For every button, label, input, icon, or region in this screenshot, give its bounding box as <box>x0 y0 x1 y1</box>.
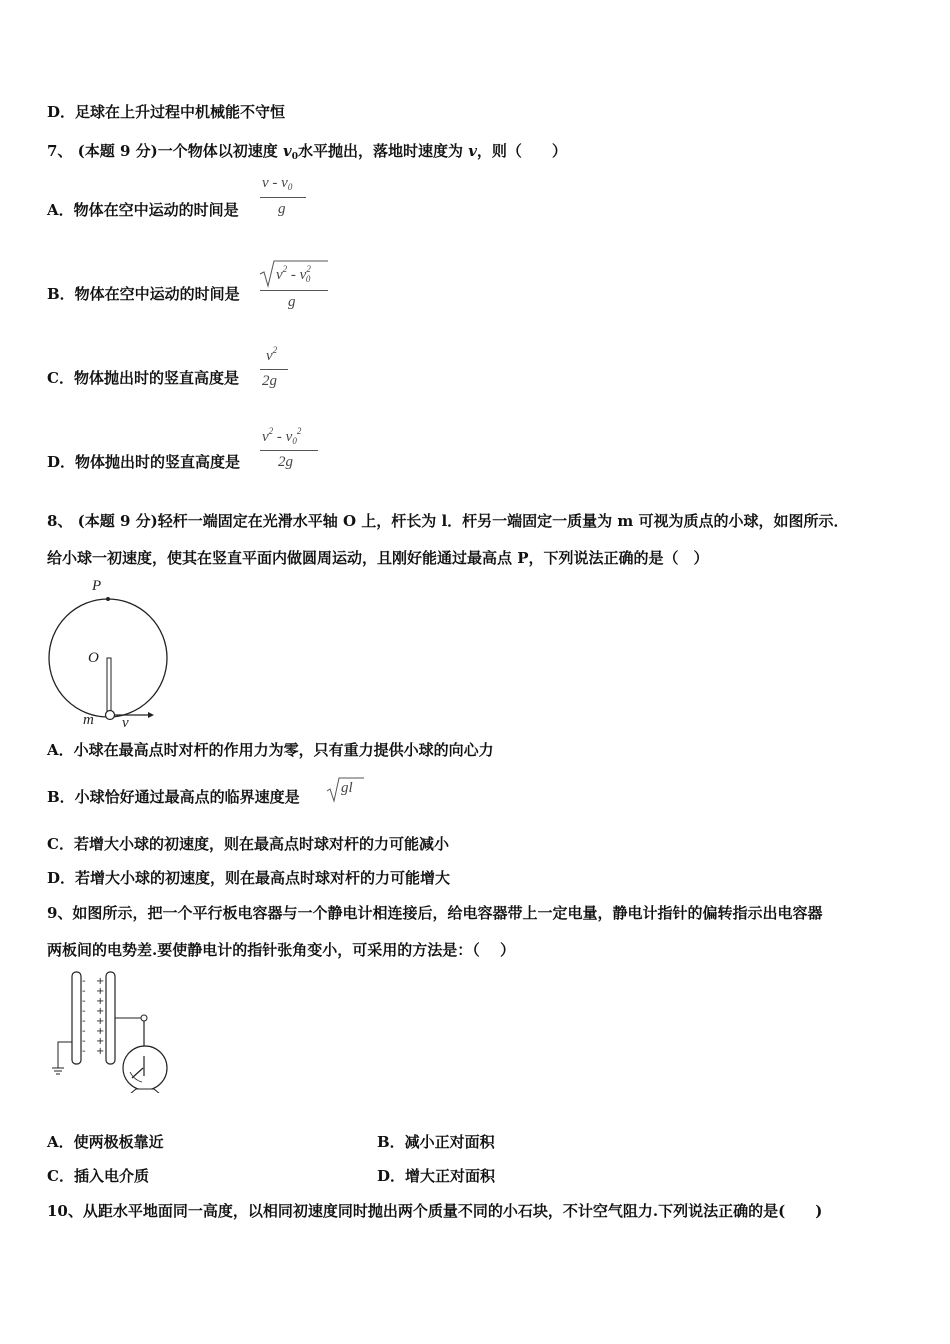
q7-d-sup2: 2 <box>296 426 302 436</box>
q7-option-b: B．物体在空中运动的时间是 <box>47 285 240 303</box>
q7-b-num-sup: 2 <box>282 264 288 274</box>
q7-stem-c: ，则（ ） <box>476 142 567 160</box>
electrometer-base <box>130 1089 160 1093</box>
point-p <box>106 597 110 601</box>
svg-text:+: + <box>96 1036 105 1047</box>
fraction-bar <box>260 290 328 291</box>
q7-c-den: 2g <box>262 373 277 389</box>
svg-text:+: + <box>96 976 105 987</box>
q7-d-num: v <box>262 429 269 445</box>
q7-a-num-sub: 0 <box>287 182 293 192</box>
rod <box>107 658 111 715</box>
q8-stem-line1: 8、 (本题 9 分)轻杆一端固定在光滑水平轴 O 上，杆长为 l．杆另一端固定一质量为 m 可视为质点的小球，如图所示． <box>47 512 849 530</box>
ground-wire <box>58 1042 72 1068</box>
label-p: P <box>92 578 102 594</box>
q7-a-num: v - v <box>262 175 288 191</box>
q9-stem-line2: 两板间的电势差.要使静电计的指针张角变小，可采用的方法是：（ ） <box>47 941 515 959</box>
svg-text:+: + <box>96 1026 105 1037</box>
svg-text:-: - <box>82 1036 86 1047</box>
fraction-bar <box>260 450 318 451</box>
q7-option-c-formula <box>258 343 292 395</box>
svg-text:+: + <box>96 986 105 997</box>
fraction-bar <box>260 369 288 370</box>
q7-a-den: g <box>278 201 286 217</box>
q7-stem-b: 水平抛出，落地时速度为 <box>297 142 469 160</box>
q7-b-sub: 0 <box>305 274 311 284</box>
q7-d-minus: - v <box>273 429 293 445</box>
q8-option-c: C．若增大小球的初速度，则在最高点时球对杆的力可能减小 <box>47 835 449 853</box>
q8-b-expr: gl <box>341 780 353 796</box>
q7-c-num-sup: 2 <box>272 345 278 355</box>
q9-stem-line1: 9、如图所示，把一个平行板电容器与一个静电计相连接后，给电容器带上一定电量，静电计指针的偏转指示出电容器 <box>47 904 823 922</box>
q8-option-b: B．小球恰好通过最高点的临界速度是 <box>47 788 300 806</box>
q7-b-sup2: 2 <box>306 264 311 274</box>
q7-b-den: g <box>288 294 296 310</box>
svg-text:-: - <box>82 1026 86 1037</box>
arrow-head-icon <box>148 712 154 718</box>
electrometer-case <box>123 1046 167 1090</box>
svg-text:-: - <box>82 986 86 997</box>
svg-text:-: - <box>82 976 86 987</box>
q10-stem: 10、从距水平地面同一高度，以相同初速度同时抛出两个质量不同的小石块，不计空气阻力.下列说法正确的是( ) <box>47 1202 823 1220</box>
q7-option-b-formula <box>258 258 330 318</box>
q7-stem <box>47 141 567 167</box>
q7-option-c: C．物体抛出时的竖直高度是 <box>47 369 239 387</box>
svg-text:+: + <box>96 1046 105 1057</box>
minus-charges <box>82 976 86 1057</box>
label-v: v <box>122 715 129 728</box>
svg-text:-: - <box>82 1016 86 1027</box>
q8-option-a: A．小球在最高点时对杆的作用力为零，只有重力提供小球的向心力 <box>47 741 494 759</box>
q7-d-sub: 0 <box>292 436 297 446</box>
q9-figure <box>44 968 204 1093</box>
plus-charges <box>96 976 104 1057</box>
q7-b-minus: - v <box>287 267 307 283</box>
ball <box>106 711 115 720</box>
q9-option-a: A．使两极板靠近 <box>47 1133 164 1151</box>
svg-text:-: - <box>82 1046 86 1057</box>
q9-option-b: B．减小正对面积 <box>377 1133 495 1151</box>
svg-text:-: - <box>82 996 86 1007</box>
q8-stem-line2: 给小球一初速度，使其在竖直平面内做圆周运动，且刚好能通过最高点 P，下列说法正确的是（ ） <box>47 549 709 567</box>
q7-stem-a: 7、 (本题 9 分)一个物体以初速度 <box>47 142 283 160</box>
q7-option-a-formula <box>258 175 308 225</box>
q7-option-d-formula <box>258 424 322 476</box>
q6-option-d: D．足球在上升过程中机械能不守恒 <box>47 103 286 121</box>
svg-text:+: + <box>96 1016 105 1027</box>
q8-figure <box>40 578 170 728</box>
q7-option-a: A．物体在空中运动的时间是 <box>47 201 239 219</box>
svg-text:-: - <box>82 1006 86 1017</box>
q7-v: v <box>468 142 477 160</box>
right-plate <box>106 972 115 1064</box>
svg-text:+: + <box>96 1006 105 1017</box>
fraction-bar <box>260 197 306 198</box>
q7-v0: v <box>282 142 292 160</box>
q7-v0-sub: 0 <box>291 152 298 162</box>
q7-option-d: D．物体抛出时的竖直高度是 <box>47 453 241 471</box>
q9-option-c: C．插入电介质 <box>47 1167 149 1185</box>
q7-d-den: 2g <box>278 454 293 470</box>
label-m: m <box>83 712 94 728</box>
left-plate <box>72 972 81 1064</box>
q8-option-d: D．若增大小球的初速度，则在最高点时球对杆的力可能增大 <box>47 869 451 887</box>
q7-b-num: v <box>276 267 283 283</box>
q7-d-num-sup: 2 <box>268 426 274 436</box>
q7-c-num: v <box>266 348 273 364</box>
label-o: O <box>88 650 99 666</box>
q8-option-b-formula <box>326 775 366 803</box>
svg-text:+: + <box>96 996 105 1007</box>
q9-option-d: D．增大正对面积 <box>377 1167 496 1185</box>
